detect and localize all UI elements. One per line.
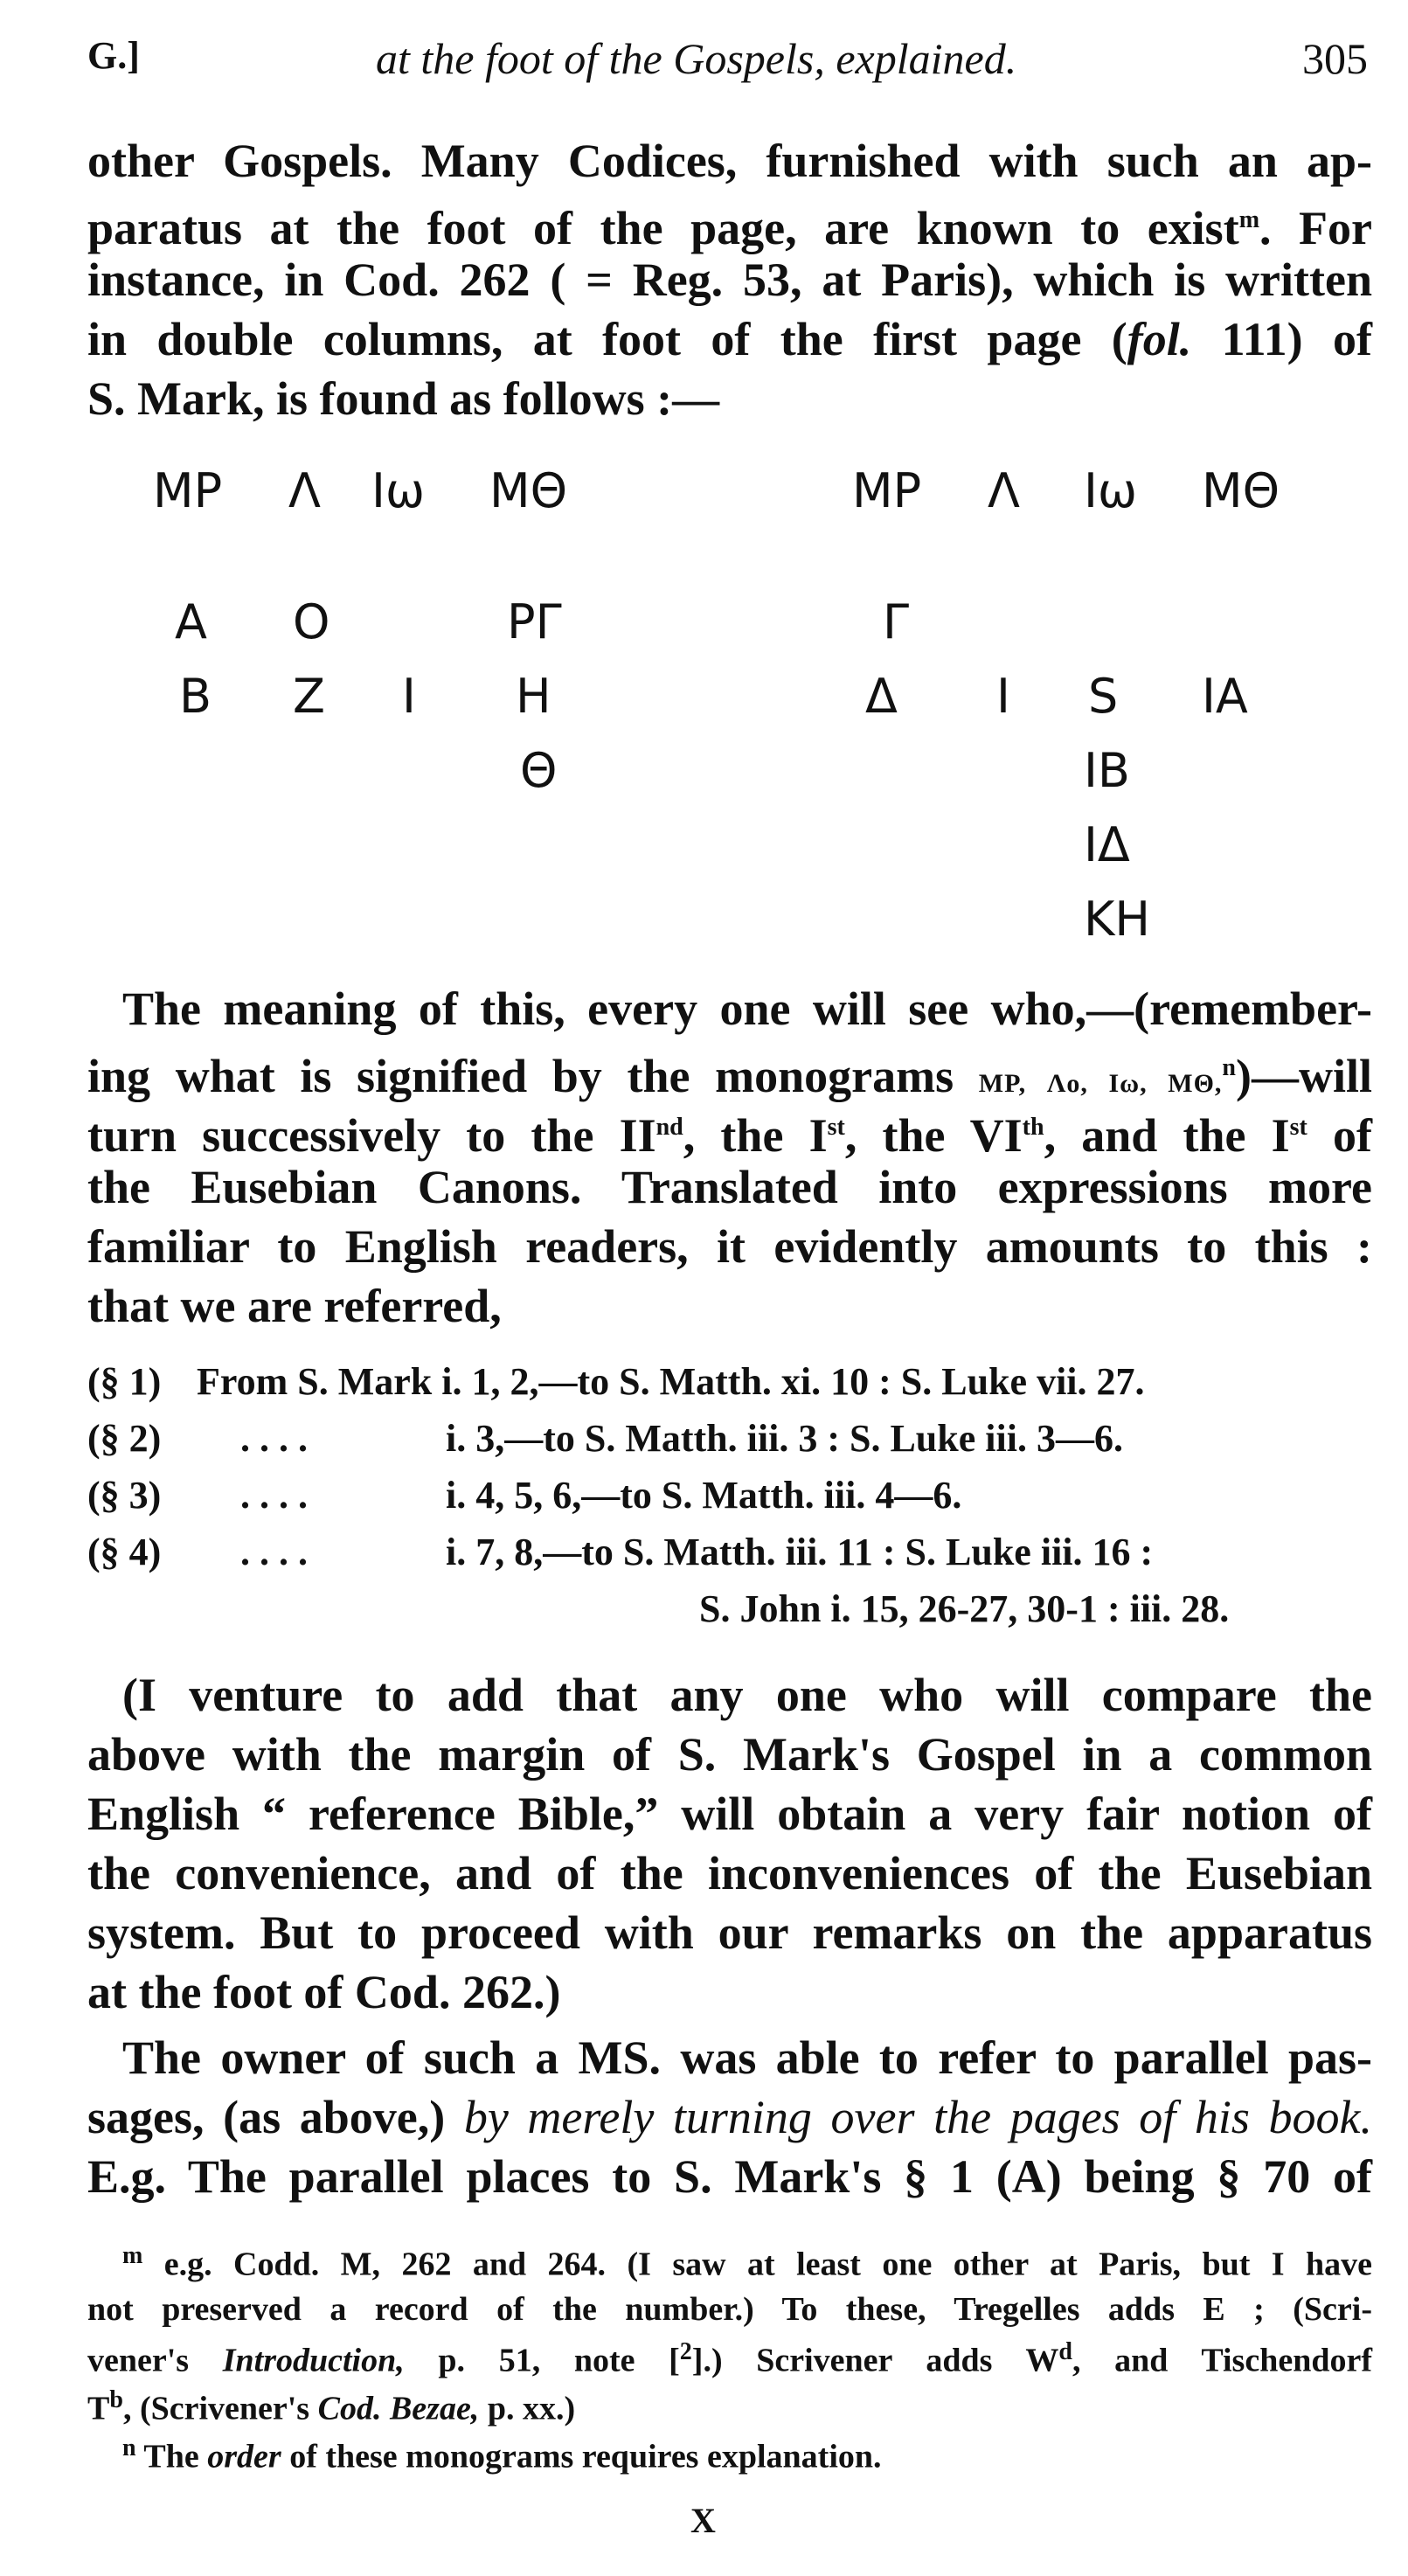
ref-3-text: i. 4, 5, 6,—to S. Matth. iii. 4—6. bbox=[446, 1474, 962, 1517]
p3-line-6: at the foot of Cod. 262.) bbox=[87, 1966, 561, 2018]
monogram-mp-left: MP bbox=[153, 463, 223, 518]
p2-line-3: turn successively to the IInd, the Ist, the VIth, and the Ist of bbox=[87, 1109, 1373, 1162]
monogram-mth-left: ΜΘ bbox=[489, 463, 568, 518]
p1-line-1: other Gospels. Many Codices, furnished with such an ap- bbox=[87, 135, 1372, 187]
right-row5-col3: KH bbox=[1084, 892, 1151, 947]
footnote-m-line-3: vener's Introduction, p. 51, note [$^2$].) Scrivener adds $W^d$, and Tischendorf bbox=[87, 2338, 1372, 2379]
right-row4-col3: IΔ bbox=[1084, 817, 1130, 872]
left-row1-col4: PΓ bbox=[507, 594, 562, 649]
p3-line-1: (I venture to add that any one who will compare the bbox=[122, 1669, 1372, 1721]
monogram-lambda-left: Λ bbox=[288, 463, 321, 518]
ref-2-text: i. 3,—to S. Matth. iii. 3 : S. Luke iii. 3—6. bbox=[446, 1417, 1123, 1460]
right-row3-col3: IB bbox=[1084, 743, 1130, 798]
running-head-section: G.] bbox=[87, 34, 140, 77]
right-row2-col3: S bbox=[1088, 669, 1119, 724]
right-row2-col4: IA bbox=[1202, 669, 1248, 724]
right-row2-col1: Δ bbox=[865, 669, 898, 724]
right-row1-col1: Γ bbox=[883, 594, 910, 649]
monogram-io-right: Ιω bbox=[1084, 463, 1138, 518]
monogram-mp-right: MP bbox=[852, 463, 922, 518]
p1-line-3: instance, in Cod. 262 ( = Reg. 53, at Paris), which is written bbox=[87, 253, 1372, 306]
p3-line-2: above with the margin of S. Mark's Gospel in a common bbox=[87, 1728, 1372, 1781]
left-row2-col3: I bbox=[402, 669, 416, 724]
footnote-m-line-2: not preserved a record of the number.) To these, Tregelles adds E ; (Scri- bbox=[87, 2291, 1372, 2328]
footnote-m-line-1: $^m$ e.g. Codd. M, 262 and 264. (I saw at least one other at Paris, but I have bbox=[122, 2242, 1372, 2283]
page-number: 305 bbox=[1302, 34, 1368, 83]
p3-line-3: English “ reference Bible,” will obtain a very fair notion of bbox=[87, 1788, 1372, 1840]
left-row2-col2: Z bbox=[293, 669, 325, 724]
ref-1-text: From S. Mark i. 1, 2,—to S. Matth. xi. 10 : S. Luke vii. 27. bbox=[197, 1360, 1145, 1403]
p1-line-2: paratus at the foot of the page, are known to exist$^m$. For bbox=[87, 202, 1372, 254]
p3-line-5: system. But to proceed with our remarks on the apparatus bbox=[87, 1906, 1372, 1959]
ref-4-continued: S. John i. 15, 26-27, 30-1 : iii. 28. bbox=[699, 1587, 1230, 1630]
p4-line-1: The owner of such a MS. was able to refer to parallel pas- bbox=[122, 2031, 1372, 2084]
signature-mark: X bbox=[690, 2501, 716, 2540]
p2-line-2: ing what is signified by the monograms MP, Λο, Ιω, ΜΘ,$^n$)—will bbox=[87, 1050, 1372, 1102]
ref-1-section: (§ 1) bbox=[87, 1360, 162, 1403]
ref-2-dots: . . . . bbox=[240, 1417, 308, 1460]
p4-line-3: E.g. The parallel places to S. Mark's § 1 (A) being § 70 of bbox=[87, 2150, 1372, 2203]
right-row2-col2: I bbox=[996, 669, 1010, 724]
p1-line-4: in double columns, at foot of the first page (fol. 111) of bbox=[87, 313, 1372, 365]
ref-4-dots: . . . . bbox=[240, 1531, 308, 1573]
left-row1-col2: O bbox=[293, 594, 330, 649]
p2-line-4: the Eusebian Canons. Translated into expressions more bbox=[87, 1161, 1372, 1213]
p2-line-6: that we are referred, bbox=[87, 1280, 502, 1332]
p4-line-2: sages, (as above,) by merely turning over the pages of his book. bbox=[87, 2091, 1372, 2143]
ref-4-section: (§ 4) bbox=[87, 1531, 162, 1573]
p1-line-5: S. Mark, is found as follows :— bbox=[87, 372, 720, 425]
left-row3-col4: Θ bbox=[520, 743, 558, 798]
ref-3-dots: . . . . bbox=[240, 1474, 308, 1517]
footnote-m-line-4: $T^b$, (Scrivener's Cod. Bezae, p. xx.) bbox=[87, 2386, 576, 2427]
left-row2-col4: H bbox=[516, 669, 551, 724]
ref-2-section: (§ 2) bbox=[87, 1417, 162, 1460]
footnote-ref-m: m bbox=[1238, 206, 1260, 233]
running-head-title: at the foot of the Gospels, explained. bbox=[376, 34, 1017, 83]
monogram-lambda-right: Λ bbox=[988, 463, 1020, 518]
p2-line-5: familiar to English readers, it evidently amounts to this : bbox=[87, 1220, 1372, 1273]
footnote-n: $^n$ The order of these monograms requires explanation. bbox=[122, 2434, 882, 2475]
ref-4-text: i. 7, 8,—to S. Matth. iii. 11 : S. Luke iii. 16 : bbox=[446, 1531, 1154, 1573]
p3-line-4: the convenience, and of the inconveniences of the Eusebian bbox=[87, 1847, 1372, 1899]
left-row2-col1: B bbox=[179, 669, 212, 724]
monogram-mth-right: ΜΘ bbox=[1202, 463, 1280, 518]
p2-line-1: The meaning of this, every one will see who,—(remember- bbox=[122, 982, 1372, 1035]
ref-3-section: (§ 3) bbox=[87, 1474, 162, 1517]
monogram-io-left: Ιω bbox=[371, 463, 426, 518]
left-row1-col1: A bbox=[175, 594, 207, 649]
